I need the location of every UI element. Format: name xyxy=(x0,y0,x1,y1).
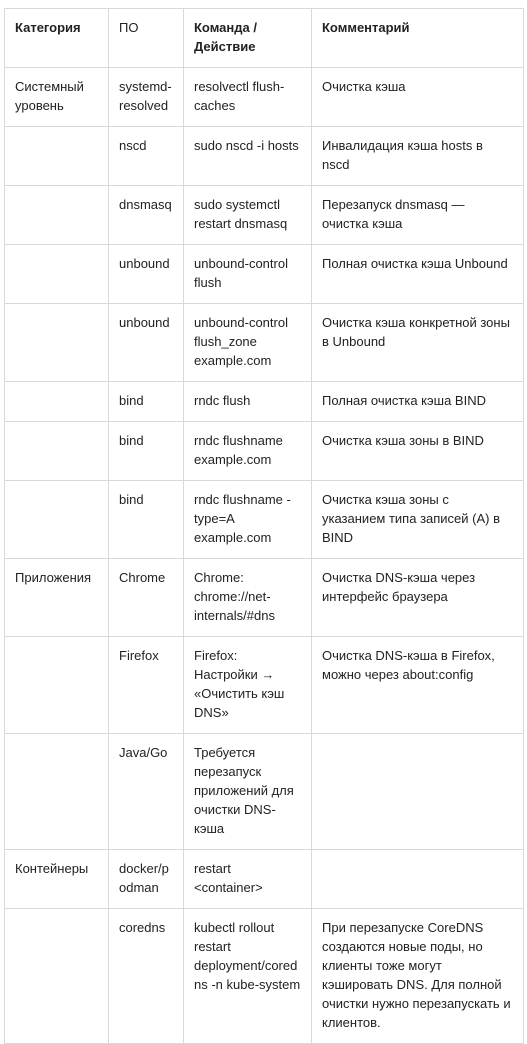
software-cell: Java/Go xyxy=(109,734,184,850)
command-cell: kubectl rollout restart deployment/coredns -n kube-system xyxy=(184,909,312,1044)
table-row xyxy=(5,637,524,734)
category-cell: Приложения xyxy=(5,559,109,637)
table-row xyxy=(5,734,524,850)
command-cell: Chrome: chrome://net-internals/#dns xyxy=(184,559,312,637)
comment-cell: Очистка DNS-кэша в Firefox, можно через about:config xyxy=(312,637,524,734)
comment-cell: Перезапуск dnsmasq — очистка кэша xyxy=(312,186,524,245)
category-cell: Системный уровень xyxy=(5,68,109,127)
software-cell: docker/podman xyxy=(109,850,184,909)
category-cell xyxy=(5,304,109,382)
comment-cell: Очистка кэша зоны в BIND xyxy=(312,422,524,481)
comment-cell: Полная очистка кэша BIND xyxy=(312,382,524,422)
table-row xyxy=(5,127,524,186)
table-row xyxy=(5,850,524,909)
table-row xyxy=(5,422,524,481)
category-cell: Контейнеры xyxy=(5,850,109,909)
software-cell: bind xyxy=(109,422,184,481)
table-row xyxy=(5,382,524,422)
command-cell: sudo systemctl restart dnsmasq xyxy=(184,186,312,245)
header-row xyxy=(5,9,524,68)
category-cell xyxy=(5,422,109,481)
comment-cell: При перезапуске CoreDNS создаются новые поды, но клиенты тоже могут кэшировать DNS. Для полной очистки нужно перезапускать и клиентов. xyxy=(312,909,524,1044)
command-cell: resolvectl flush-caches xyxy=(184,68,312,127)
comment-cell: Очистка кэша зоны с указанием типа записей (A) в BIND xyxy=(312,481,524,559)
software-cell: systemd-resolved xyxy=(109,68,184,127)
category-cell xyxy=(5,637,109,734)
comment-cell: Очистка DNS-кэша через интерфейс браузера xyxy=(312,559,524,637)
header-comment: Комментарий xyxy=(312,9,524,68)
category-cell xyxy=(5,382,109,422)
software-cell: unbound xyxy=(109,245,184,304)
header-software: ПО xyxy=(109,9,184,68)
command-cell: Firefox: Настройки → «Очистить кэш DNS» xyxy=(184,637,312,734)
comment-cell xyxy=(312,734,524,850)
table-row xyxy=(5,245,524,304)
command-cell: restart <container> xyxy=(184,850,312,909)
command-cell: Требуется перезапуск приложений для очистки DNS-кэша xyxy=(184,734,312,850)
software-cell: bind xyxy=(109,481,184,559)
comment-cell: Полная очистка кэша Unbound xyxy=(312,245,524,304)
software-cell: Firefox xyxy=(109,637,184,734)
command-cell: rndc flushname example.com xyxy=(184,422,312,481)
command-cell: unbound-control flush_zone example.com xyxy=(184,304,312,382)
category-cell xyxy=(5,245,109,304)
command-cell: rndc flushname -type=A example.com xyxy=(184,481,312,559)
category-cell xyxy=(5,186,109,245)
software-cell: nscd xyxy=(109,127,184,186)
table-body xyxy=(5,68,524,1044)
table-row xyxy=(5,68,524,127)
dns-cache-table xyxy=(4,8,524,1044)
command-cell: unbound-control flush xyxy=(184,245,312,304)
table-row xyxy=(5,909,524,1044)
category-cell xyxy=(5,734,109,850)
software-cell: dnsmasq xyxy=(109,186,184,245)
software-cell: coredns xyxy=(109,909,184,1044)
software-cell: unbound xyxy=(109,304,184,382)
table-header xyxy=(5,9,524,68)
command-cell: rndc flush xyxy=(184,382,312,422)
category-cell xyxy=(5,127,109,186)
header-category: Категория xyxy=(5,9,109,68)
table-row xyxy=(5,304,524,382)
comment-cell: Очистка кэша конкретной зоны в Unbound xyxy=(312,304,524,382)
software-cell: bind xyxy=(109,382,184,422)
table-row xyxy=(5,186,524,245)
comment-cell xyxy=(312,850,524,909)
command-cell: sudo nscd -i hosts xyxy=(184,127,312,186)
table-row xyxy=(5,559,524,637)
table-row xyxy=(5,481,524,559)
comment-cell: Инвалидация кэша hosts в nscd xyxy=(312,127,524,186)
software-cell: Chrome xyxy=(109,559,184,637)
header-command: Команда / Действие xyxy=(184,9,312,68)
comment-cell: Очистка кэша xyxy=(312,68,524,127)
category-cell xyxy=(5,481,109,559)
category-cell xyxy=(5,909,109,1044)
